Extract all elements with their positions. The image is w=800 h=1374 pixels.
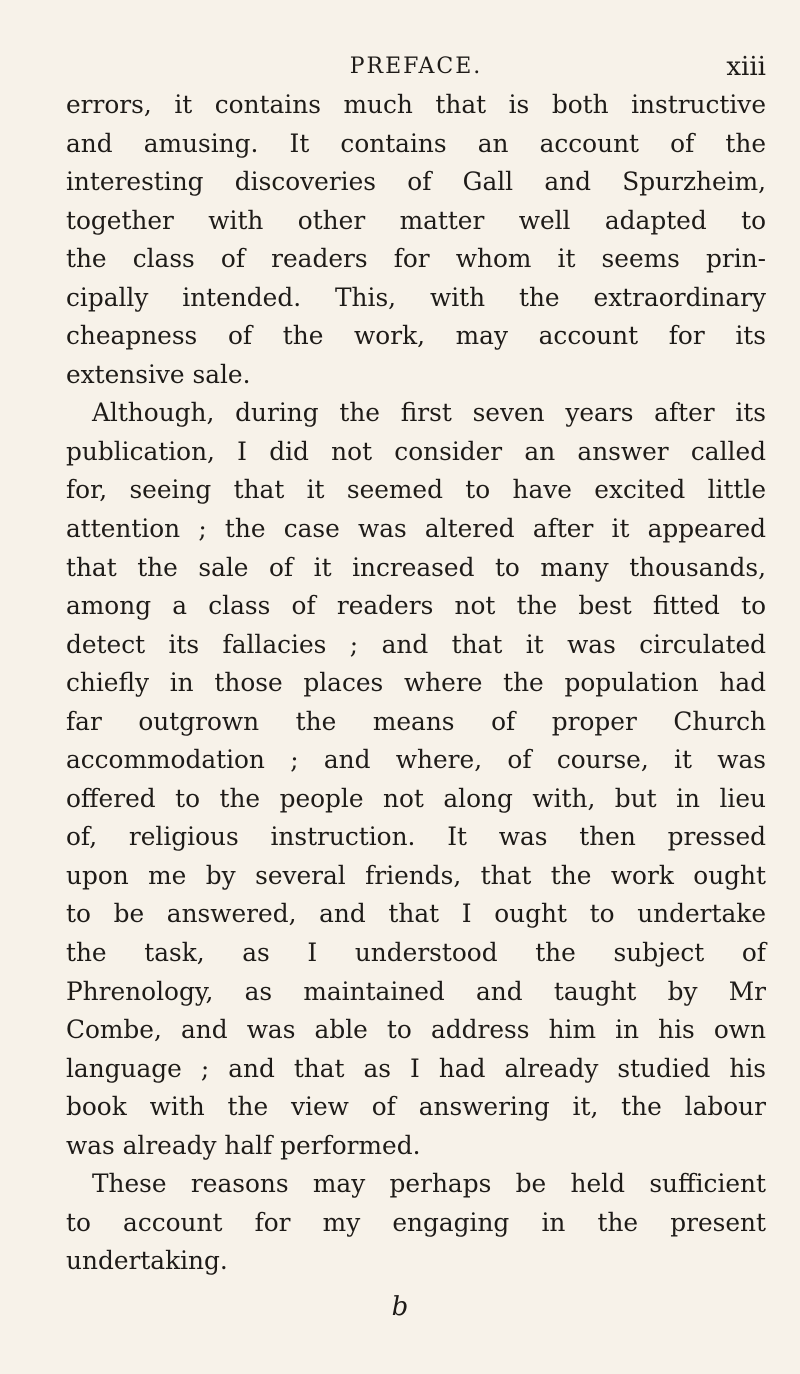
body-text: [66, 86, 766, 1281]
text-line: offered to the people not along with, but in lieu: [66, 783, 766, 813]
text-line: errors, it contains much that is both instructive: [66, 90, 766, 119]
text-line: cheapness of the work, may account for its: [66, 321, 766, 351]
text-line: extensive sale.: [66, 359, 251, 389]
text-line: for, seeing that it seemed to have excited little: [66, 475, 766, 505]
text-line: interesting discoveries of Gall and Spurzheim,: [66, 167, 766, 197]
text-line: far outgrown the means of proper Church: [66, 706, 766, 736]
text-line: of, religious instruction. It was then pressed: [66, 822, 766, 852]
text-line: among a class of readers not the best fitted to: [66, 591, 766, 621]
text-line: book with the view of answering it, the labour: [66, 1092, 766, 1122]
text-line: Although, during the first seven years after its: [92, 398, 766, 428]
text-line: Combe, and was able to address him in his own: [66, 1015, 766, 1045]
running-title: PREFACE.: [349, 54, 483, 79]
text-line: and amusing. It contains an account of the: [66, 128, 766, 158]
text-line: detect its fallacies ; and that it was circulated: [66, 629, 766, 659]
text-line: chiefly in those places where the population had: [66, 668, 766, 698]
page-number: xiii: [726, 52, 766, 82]
text-line: was already half performed.: [66, 1130, 421, 1160]
text-line: Phrenology, as maintained and taught by Mr: [66, 976, 766, 1006]
text-line: together with other matter well adapted to: [66, 205, 766, 235]
text-line: These reasons may perhaps be held sufficient: [92, 1169, 766, 1199]
text-line: upon me by several friends, that the work ought: [66, 860, 766, 890]
text-line: publication, I did not consider an answer called: [66, 436, 766, 466]
running-head: [66, 50, 766, 84]
text-line: that the sale of it increased to many thousands,: [66, 552, 766, 582]
text-line: to account for my engaging in the present: [66, 1207, 766, 1237]
text-line: attention ; the case was altered after it appeared: [66, 514, 766, 544]
text-line: the class of readers for whom it seems prin-: [66, 244, 766, 274]
text-line: cipally intended. This, with the extraordinary: [66, 282, 766, 312]
text-line: accommodation ; and where, of course, it was: [66, 745, 766, 775]
text-line: to be answered, and that I ought to undertake: [66, 899, 766, 929]
text-line: undertaking.: [66, 1246, 228, 1276]
text-line: language ; and that as I had already studied his: [66, 1053, 766, 1083]
text-line: the task, as I understood the subject of: [66, 938, 766, 968]
signature-mark: b: [391, 1292, 409, 1322]
